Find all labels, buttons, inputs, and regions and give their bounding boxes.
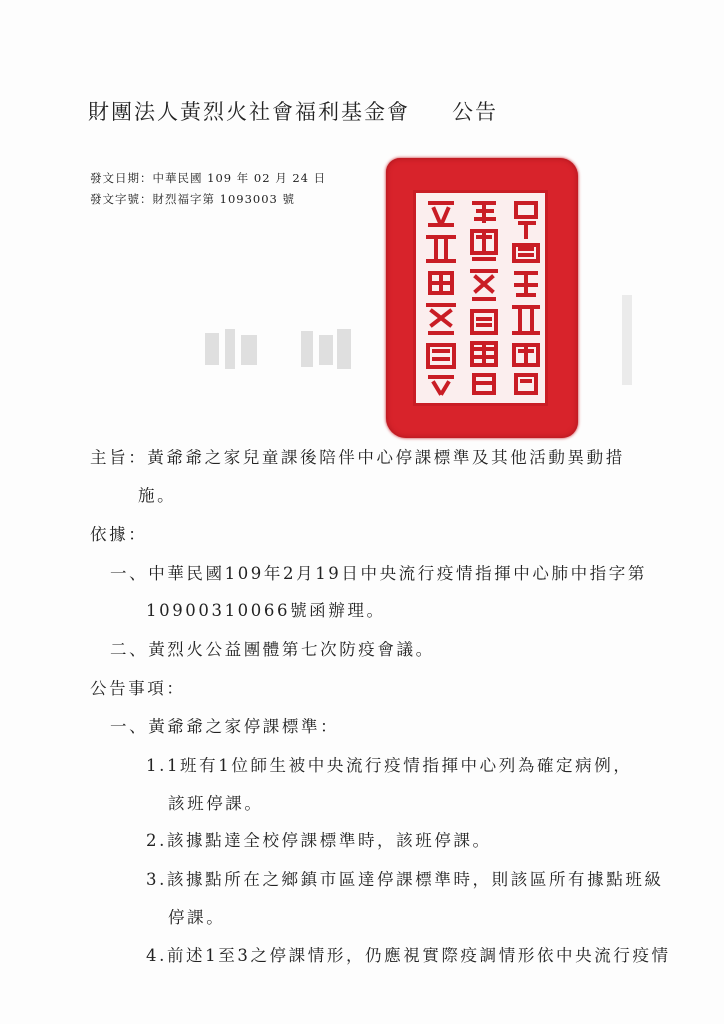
basis-item-1-line-1: 一、中華民國109年2月19日中央流行疫情指揮中心肺中指字第: [110, 564, 647, 583]
issue-date: 發文日期：中華民國 109 年 02 月 24 日: [90, 171, 327, 185]
document-header: [88, 96, 498, 126]
rule-1-line-1: 1.1班有1位師生被中央流行疫情指揮中心列為確定病例，: [146, 756, 633, 775]
basis-item-1-line-2: 10900310066號函辦理。: [146, 601, 386, 620]
faded-mark-bar: [622, 295, 632, 385]
subject-line-2: 施。: [138, 486, 177, 505]
notice-heading: 公告事項：: [90, 679, 186, 698]
rule-1-line-2: 該班停課。: [168, 794, 264, 813]
subject-line-1: 主旨：黃爺爺之家兒童課後陪伴中心停課標準及其他活動異動措: [90, 448, 625, 467]
rule-4-line-1: 4.前述1至3之停課情形，仍應視實際疫調情形依中央流行疫情: [146, 946, 671, 965]
notice-section-1-title: 一、黃爺爺之家停課標準：: [110, 717, 340, 736]
faded-stamp-mark: [205, 325, 355, 373]
official-seal: [386, 158, 578, 438]
basis-heading: 依據：: [90, 525, 148, 544]
basis-item-2: 二、黃烈火公益團體第七次防疫會議。: [110, 640, 435, 659]
announcement-label: 公告: [452, 100, 498, 124]
rule-3-line-2: 停課。: [168, 908, 226, 927]
rule-2: 2.該據點達全校停課標準時，該班停課。: [146, 831, 492, 850]
seal-inner-field: [413, 190, 548, 406]
rule-3-line-1: 3.該據點所在之鄉鎮市區達停課標準時，則該區所有據點班級: [146, 870, 664, 889]
org-name: 財團法人黃烈火社會福利基金會: [88, 100, 410, 124]
issue-reference: 發文字號：財烈福字第 1093003 號: [90, 192, 296, 206]
seal-glyphs: [416, 193, 545, 403]
